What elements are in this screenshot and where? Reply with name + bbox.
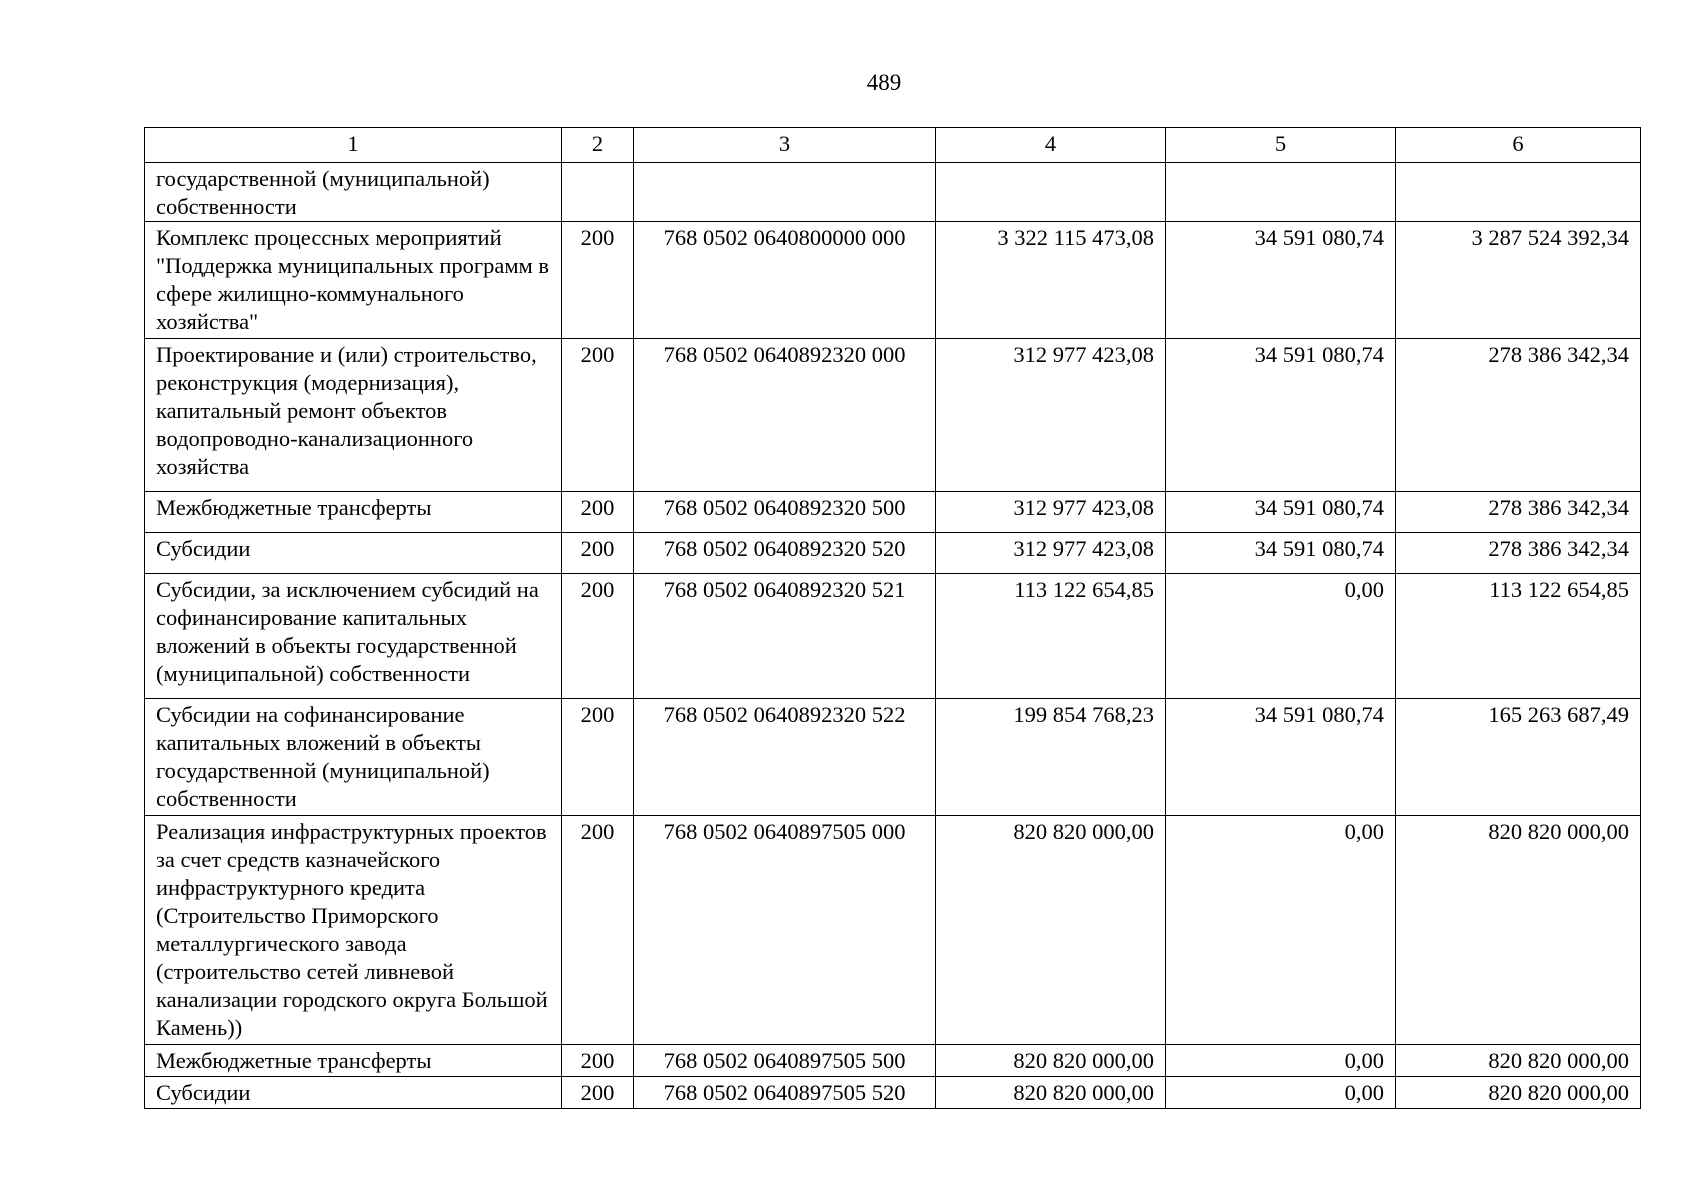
column-header: 1 <box>145 128 562 163</box>
row-remaining-amount: 278 386 342,34 <box>1396 492 1641 533</box>
table-row <box>145 699 1641 816</box>
row-executed-amount <box>1166 163 1396 222</box>
row-remaining-amount: 820 820 000,00 <box>1396 1045 1641 1077</box>
row-name: Субсидии <box>145 1077 562 1109</box>
table-row <box>145 1045 1641 1077</box>
row-approved-amount: 820 820 000,00 <box>936 1077 1166 1109</box>
row-admin-code: 200 <box>562 1045 634 1077</box>
row-executed-amount: 34 591 080,74 <box>1166 339 1396 492</box>
row-budget-code: 768 0502 0640897505 000 <box>634 816 936 1045</box>
table-row <box>145 339 1641 492</box>
table-row <box>145 574 1641 699</box>
row-admin-code: 200 <box>562 699 634 816</box>
row-executed-amount: 34 591 080,74 <box>1166 222 1396 339</box>
row-admin-code: 200 <box>562 222 634 339</box>
row-executed-amount: 0,00 <box>1166 1045 1396 1077</box>
row-remaining-amount: 165 263 687,49 <box>1396 699 1641 816</box>
table-row <box>145 533 1641 574</box>
row-executed-amount: 34 591 080,74 <box>1166 492 1396 533</box>
row-remaining-amount: 820 820 000,00 <box>1396 816 1641 1045</box>
row-remaining-amount: 113 122 654,85 <box>1396 574 1641 699</box>
row-admin-code: 200 <box>562 533 634 574</box>
row-admin-code: 200 <box>562 492 634 533</box>
row-approved-amount: 820 820 000,00 <box>936 1045 1166 1077</box>
budget-table <box>144 127 1641 1109</box>
table-row <box>145 222 1641 339</box>
row-admin-code <box>562 163 634 222</box>
table-row <box>145 816 1641 1045</box>
row-approved-amount: 113 122 654,85 <box>936 574 1166 699</box>
column-header: 2 <box>562 128 634 163</box>
row-admin-code: 200 <box>562 574 634 699</box>
row-remaining-amount: 820 820 000,00 <box>1396 1077 1641 1109</box>
row-budget-code: 768 0502 0640897505 500 <box>634 1045 936 1077</box>
row-remaining-amount: 278 386 342,34 <box>1396 533 1641 574</box>
row-budget-code: 768 0502 0640897505 520 <box>634 1077 936 1109</box>
column-header: 6 <box>1396 128 1641 163</box>
row-admin-code: 200 <box>562 339 634 492</box>
row-remaining-amount <box>1396 163 1641 222</box>
row-approved-amount: 312 977 423,08 <box>936 492 1166 533</box>
table-row <box>145 492 1641 533</box>
row-executed-amount: 34 591 080,74 <box>1166 533 1396 574</box>
row-name: Субсидии на софинансирование капитальных вложений в объекты государственной (муниципальной) собственности <box>145 699 562 816</box>
row-approved-amount: 3 322 115 473,08 <box>936 222 1166 339</box>
column-header: 3 <box>634 128 936 163</box>
row-name: Субсидии, за исключением субсидий на софинансирование капитальных вложений в объекты государственной (муниципальной) собственности <box>145 574 562 699</box>
row-approved-amount: 820 820 000,00 <box>936 816 1166 1045</box>
row-executed-amount: 0,00 <box>1166 1077 1396 1109</box>
row-admin-code: 200 <box>562 1077 634 1109</box>
row-name: Проектирование и (или) строительство, реконструкция (модернизация), капитальный ремонт объектов водопроводно-канализационного хозяйства <box>145 339 562 492</box>
row-remaining-amount: 278 386 342,34 <box>1396 339 1641 492</box>
row-budget-code: 768 0502 0640892320 521 <box>634 574 936 699</box>
row-budget-code: 768 0502 0640892320 500 <box>634 492 936 533</box>
column-header: 5 <box>1166 128 1396 163</box>
row-name: Комплекс процессных мероприятий "Поддержка муниципальных программ в сфере жилищно-коммунального хозяйства" <box>145 222 562 339</box>
row-approved-amount: 312 977 423,08 <box>936 533 1166 574</box>
page-number: 489 <box>866 70 902 95</box>
row-approved-amount: 312 977 423,08 <box>936 339 1166 492</box>
row-executed-amount: 34 591 080,74 <box>1166 699 1396 816</box>
column-header: 4 <box>936 128 1166 163</box>
row-executed-amount: 0,00 <box>1166 574 1396 699</box>
row-budget-code: 768 0502 0640892320 520 <box>634 533 936 574</box>
row-name: государственной (муниципальной) собственности <box>145 163 562 222</box>
row-budget-code: 768 0502 0640892320 522 <box>634 699 936 816</box>
row-approved-amount <box>936 163 1166 222</box>
row-executed-amount: 0,00 <box>1166 816 1396 1045</box>
table-row <box>145 1077 1641 1109</box>
row-name: Реализация инфраструктурных проектов за счет средств казначейского инфраструктурного кредита (Строительство Приморского металлургического завода (строительство сетей ливневой канализации городского округа Большой Камень)) <box>145 816 562 1045</box>
table-header-row <box>145 128 1641 163</box>
row-admin-code: 200 <box>562 816 634 1045</box>
row-budget-code <box>634 163 936 222</box>
row-remaining-amount: 3 287 524 392,34 <box>1396 222 1641 339</box>
row-name: Межбюджетные трансферты <box>145 1045 562 1077</box>
row-approved-amount: 199 854 768,23 <box>936 699 1166 816</box>
table-row <box>145 163 1641 222</box>
row-budget-code: 768 0502 0640892320 000 <box>634 339 936 492</box>
row-name: Субсидии <box>145 533 562 574</box>
row-name: Межбюджетные трансферты <box>145 492 562 533</box>
row-budget-code: 768 0502 0640800000 000 <box>634 222 936 339</box>
